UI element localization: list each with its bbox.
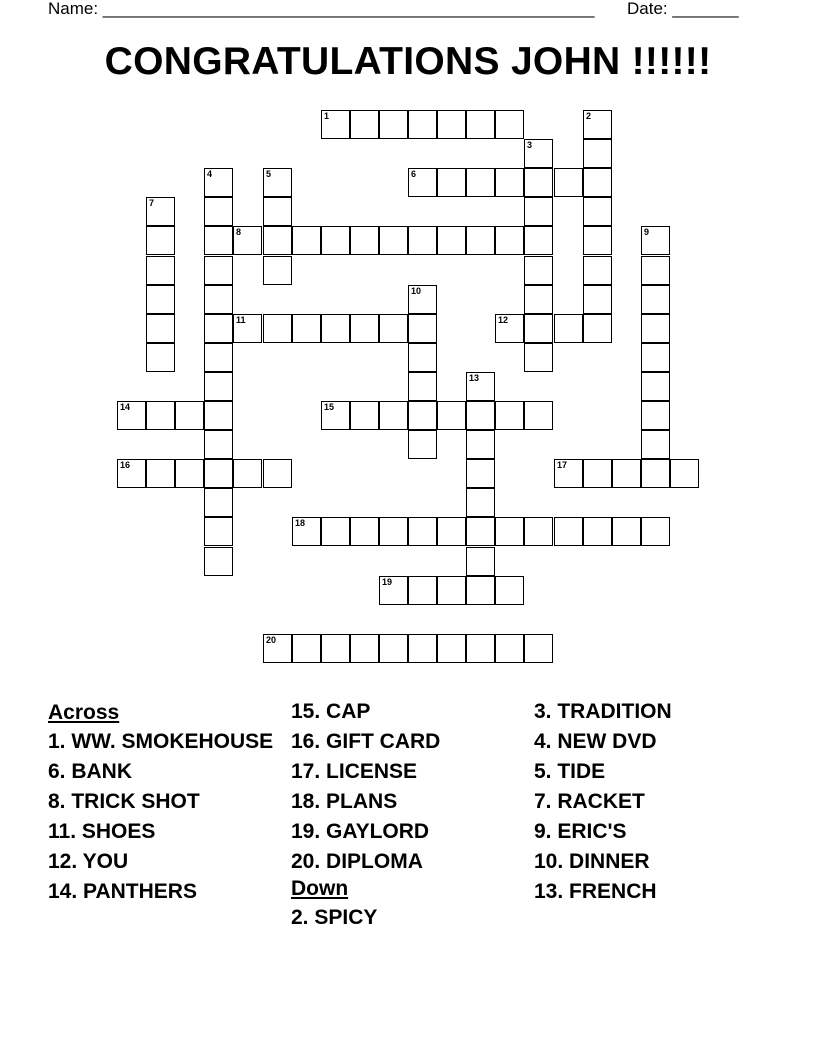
clue-across: 16. GIFT CARD bbox=[291, 730, 441, 753]
down-heading: Down bbox=[291, 877, 349, 900]
clue-number: 5 bbox=[266, 169, 272, 179]
clue-number: 12 bbox=[498, 315, 509, 325]
clue-across: 14. PANTHERS bbox=[48, 880, 197, 903]
clue-number: 11 bbox=[236, 315, 246, 325]
clue-across: 20. DIPLOMA bbox=[291, 850, 423, 873]
clue-down: 4. NEW DVD bbox=[534, 730, 657, 753]
clue-number: 15 bbox=[324, 402, 335, 412]
clue-number: 13 bbox=[469, 373, 480, 383]
clue-number: 8 bbox=[236, 227, 242, 237]
clue-across: 17. LICENSE bbox=[291, 760, 418, 783]
name-field-label[interactable]: Name: ____________________________________________________ bbox=[48, 0, 595, 18]
clue-number: 16 bbox=[120, 460, 131, 470]
date-field-label[interactable]: Date: _______ bbox=[627, 0, 739, 18]
clue-column-3 bbox=[534, 701, 774, 911]
clue-number: 20 bbox=[266, 635, 277, 645]
clue-number: 2 bbox=[586, 111, 592, 121]
clue-number: 3 bbox=[527, 140, 533, 150]
clue-number: 4 bbox=[207, 169, 213, 179]
clue-across: 1. WW. SMOKEHOUSE bbox=[48, 730, 274, 753]
clue-number: 9 bbox=[644, 227, 650, 237]
across-heading: Across bbox=[48, 701, 120, 724]
clue-across: 6. BANK bbox=[48, 760, 133, 783]
clue-number: 7 bbox=[149, 198, 155, 208]
clue-number: 14 bbox=[120, 402, 131, 412]
clue-down: 2. SPICY bbox=[291, 906, 378, 929]
clue-column-2 bbox=[291, 701, 531, 937]
clue-down: 9. ERIC'S bbox=[534, 820, 627, 843]
clue-down: 3. TRADITION bbox=[534, 700, 672, 723]
clue-across: 15. CAP bbox=[291, 700, 371, 723]
clue-number: 18 bbox=[295, 518, 306, 528]
puzzle-title: CONGRATULATIONS JOHN !!!!!! bbox=[104, 40, 712, 83]
clue-number: 17 bbox=[557, 460, 568, 470]
clue-number: 10 bbox=[411, 286, 422, 296]
clue-down: 5. TIDE bbox=[534, 760, 606, 783]
clue-number: 1 bbox=[324, 111, 330, 121]
clue-across: 11. SHOES bbox=[48, 820, 156, 843]
clue-down: 13. FRENCH bbox=[534, 880, 657, 903]
clue-across: 19. GAYLORD bbox=[291, 820, 430, 843]
clue-number: 19 bbox=[382, 577, 393, 587]
clue-number: 6 bbox=[411, 169, 417, 179]
clue-across: 12. YOU bbox=[48, 850, 129, 873]
clue-across: 18. PLANS bbox=[291, 790, 398, 813]
clue-column-1 bbox=[48, 701, 288, 911]
clue-down: 7. RACKET bbox=[534, 790, 645, 813]
clue-across: 8. TRICK SHOT bbox=[48, 790, 200, 813]
clue-down: 10. DINNER bbox=[534, 850, 650, 873]
